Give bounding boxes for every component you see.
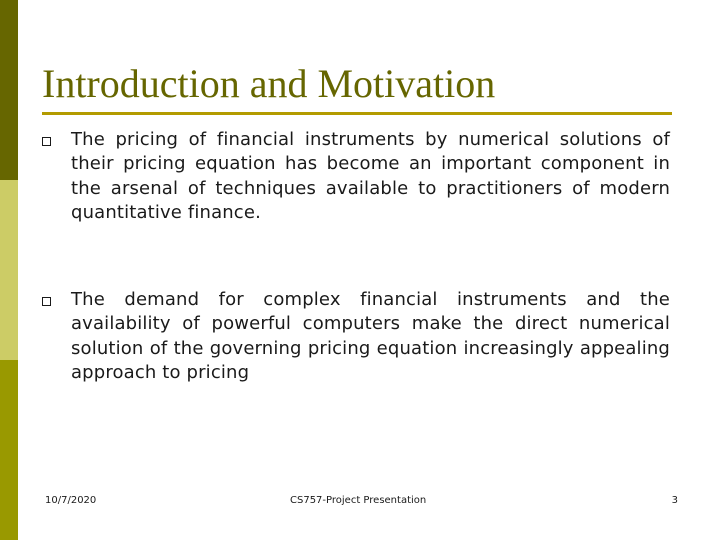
bullet-text: The demand for complex financial instruments and the availability of powerful computers make the direct numerical solution of the governing pricing equation increasingly appealing approach to pricing	[71, 289, 670, 384]
hollow-square-icon	[42, 137, 51, 146]
bullet-text: The pricing of financial instruments by numerical solutions of their pricing equation has become an important component in the arsenal of techniques available to practitioners of modern quantitative finance.	[71, 129, 670, 223]
bullet-item	[42, 128, 670, 225]
footer-date: 10/7/2020	[45, 495, 97, 506]
accent-bar-top-segment	[0, 0, 18, 180]
footer-presentation-title: CS757-Project Presentation	[290, 495, 427, 506]
hollow-square-icon	[42, 297, 51, 306]
left-accent-bar	[0, 0, 18, 540]
footer-page-number: 3	[671, 495, 678, 506]
slide-title: Introduction and Motivation	[42, 61, 496, 106]
bullet-list	[42, 128, 670, 385]
accent-bar-middle-segment	[0, 180, 18, 360]
accent-bar-bottom-segment	[0, 360, 18, 540]
bullet-item	[42, 288, 670, 385]
title-underline-rule	[42, 112, 672, 115]
